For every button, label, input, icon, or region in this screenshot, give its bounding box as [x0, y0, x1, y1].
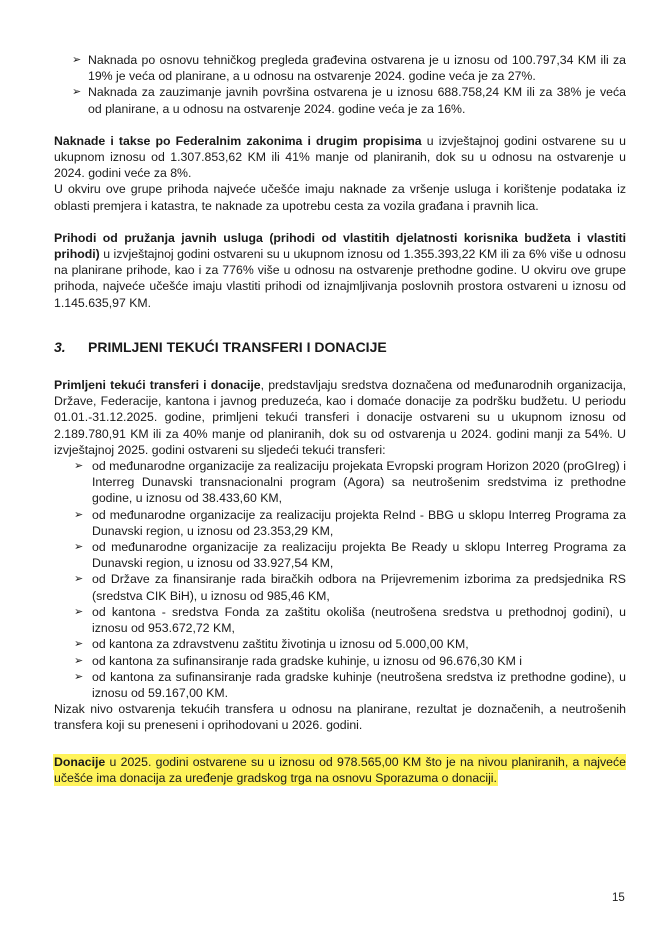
arrow-bullet-icon: ➢: [74, 508, 84, 521]
list-item: ➢ od međunarodne organizacije za realizaciju projekata Evropski program Horizon 2020 (proGIreg) i Interreg Dunavski transnacionalni program (Agora) sa neutrošenim sredstvima iz prethodne godine, u iznosu od 38.433,60 KM,: [74, 459, 626, 506]
paragraph-okvir: U okviru ove grupe prihoda najveće učešće imaju naknade za vršenje usluga i korištenje podataka iz oblasti premjera i katastra, te naknade za upotrebu cesta za vozila građana i pravnih lica.: [54, 182, 626, 213]
page-number: 15: [612, 892, 625, 904]
section-title: PRIMLJENI TEKUĆI TRANSFERI I DONACIJE: [88, 338, 387, 355]
paragraph-nizak: Nizak nivo ostvarenja tekućih transfera u odnosu na planirane, rezultat je doznačenih, a neutrošenih transfera koji su preneseni i oprihodovani u 2026. godini.: [54, 702, 626, 733]
section-heading: [54, 339, 626, 355]
list-item: ➢ od međunarodne organizacije za realizaciju projekta Be Ready u sklopu Interreg Programa za Dunavski region, u iznosu od 33.927,54 KM,: [74, 540, 626, 571]
section-number: 3.: [54, 338, 66, 355]
list-item: ➢ Naknada za zauzimanje javnih površina ostvarena je u iznosu 688.758,24 KM ili za 38% je veća od planirane, a u odnosu na ostvarenje 2024. godine veća je za 16%.: [72, 85, 626, 116]
arrow-bullet-icon: ➢: [74, 573, 84, 586]
highlighted-text: Donacije u 2025. godini ostvarene su u iznosu od 978.565,00 KM što je na nivou planiranih, a najveće učešće ima donacija za uređenje gradskog trga na osnovu Sporazuma o donaciji.: [54, 754, 626, 785]
arrow-bullet-icon: ➢: [74, 460, 84, 473]
list-item: ➢ od međunarodne organizacije za realizaciju projekta ReInd - BBG u sklopu Interreg Programa za Dunavski region, u iznosu od 23.353,29 KM,: [74, 507, 626, 538]
list-item: ➢ Naknada po osnovu tehničkog pregleda građevina ostvarena je u iznosu od 100.797,34 KM ili za 19% je veća od planirane, a u odnosu na ostvarenje 2024. godine veća je za 27%.: [72, 53, 626, 84]
list-item: ➢ od Države za finansiranje rada biračkih odbora na Prijevremenim izborima za predsjednika RS (sredstva CIK BiH), u iznosu od 985,46 KM,: [74, 572, 626, 603]
list-item: ➢ od kantona za zdravstvenu zaštitu životinja u iznosu od 5.000,00 KM,: [74, 637, 469, 652]
arrow-bullet-icon: ➢: [74, 541, 84, 554]
paragraph-transferi: Primljeni tekući transferi i donacije, predstavljaju sredstva doznačena od međunarodnih organizacija, Države, Federacije, kantona i javnog preduzeća, kao i domaće donacije za podršku budžetu. U periodu 01.01.-31.12.2025. godine, primljeni tekući transferi i donacije ostvareni su u ukupnom iznosu od 2.189.780,91 KM ili za 40% manje od planiranih, dok su od ostvarenja u 2024. godini manji za 54%. U izvještajnoj 2025. godini ostvareni su sljedeći tekući transferi:: [54, 378, 627, 457]
arrow-bullet-icon: ➢: [74, 605, 84, 618]
arrow-bullet-icon: ➢: [72, 86, 82, 99]
paragraph-prihodi: Prihodi od pružanja javnih usluga (prihodi od vlastitih djelatnosti korisnika budžeta i vlastiti prihodi) u izvještajnoj godini ostvareni su u ukupnom iznosu od 1.355.393,22 KM ili za 6% više u odnosu na planirane prihode, kao i za 776% više u odnosu na ostvarenje prethodne godine. U okviru ove grupe prihoda, najveće učešće imaju vlastiti prihodi od iznajmljivanja poslovnih prostora ostvareni u iznosu od 1.145.635,97 KM.: [54, 230, 626, 310]
page-content: [54, 52, 626, 786]
paragraph-naknade: Naknade i takse po Federalnim zakonima i drugim propisima u izvještajnoj godini ostvarene su u ukupnom iznosu od 1.307.853,62 KM ili 41% manje od planiranih, dok su u odnosu na ostvarenje u 2024. godini veće za 8%.: [54, 133, 626, 181]
list-item: ➢ od kantona za sufinansiranje rada gradske kuhinje (neutrošena sredstva iz prethodne godine), u iznosu od 59.167,00 KM.: [74, 669, 626, 700]
arrow-bullet-icon: ➢: [72, 54, 82, 66]
arrow-bullet-icon: ➢: [74, 638, 84, 651]
transfer-bullet-list: [60, 458, 626, 701]
paragraph-donacije: [54, 754, 626, 786]
list-item: ➢ od kantona - sredstva Fonda za zaštitu okoliša (neutrošena sredstva u prethodnoj godini), u iznosu od 953.672,72 KM,: [74, 604, 626, 636]
arrow-bullet-icon: ➢: [74, 670, 84, 683]
fee-bullet-list: [54, 52, 626, 117]
list-item: ➢ od kantona za sufinansiranje rada gradske kuhinje, u iznosu od 96.676,30 KM i: [74, 653, 522, 668]
arrow-bullet-icon: ➢: [74, 654, 84, 667]
